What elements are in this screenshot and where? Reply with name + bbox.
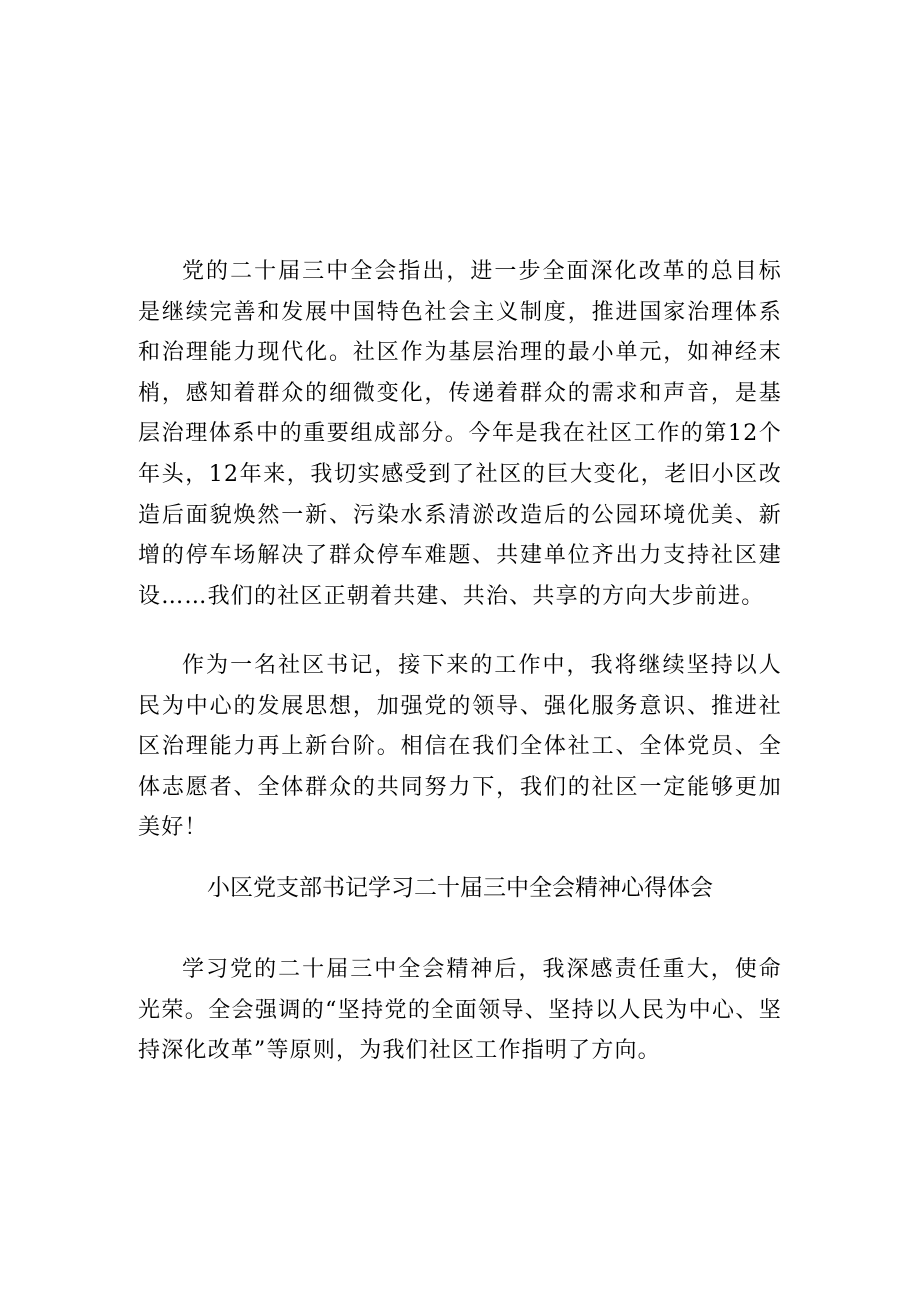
paragraph-study-reflection: 学习党的二十届三中全会精神后，我深感责任重大，使命光荣。全会强调的“坚持党的全面领导、坚持以人民为中心、坚持深化改革”等原则，为我们社区工作指明了方向。: [138, 957, 782, 1064]
section-title: 小区党支部书记学习二十届三中全会精神心得体会: [207, 875, 713, 901]
paragraph-secretary-commitment: 作为一名社区书记，接下来的工作中，我将继续坚持以人民为中心的发展思想，加强党的领导、强化服务意识、推进社区治理能力再上新台阶。相信在我们全体社工、全体党员、全体志愿者、全体群众的共同努力下，我们的社区一定能够更加美好！: [138, 653, 782, 841]
paragraph-community-governance: 党的二十届三中全会指出，进一步全面深化改革的总目标是继续完善和发展中国特色社会主义制度，推进国家治理体系和治理能力现代化。社区作为基层治理的最小单元，如神经末梢，感知着群众的细微变化，传递着群众的需求和声音，是基层治理体系中的重要组成部分。今年是我在社区工作的第12个年头，12年来，我切实感受到了社区的巨大变化，老旧小区改造后面貌焕然一新、污染水系清淤改造后的公园环境优美、新增的停车场解决了群众停车难题、共建单位齐出力支持社区建设……我们的社区正朝着共建、共治、共享的方向大步前进。: [138, 259, 782, 609]
